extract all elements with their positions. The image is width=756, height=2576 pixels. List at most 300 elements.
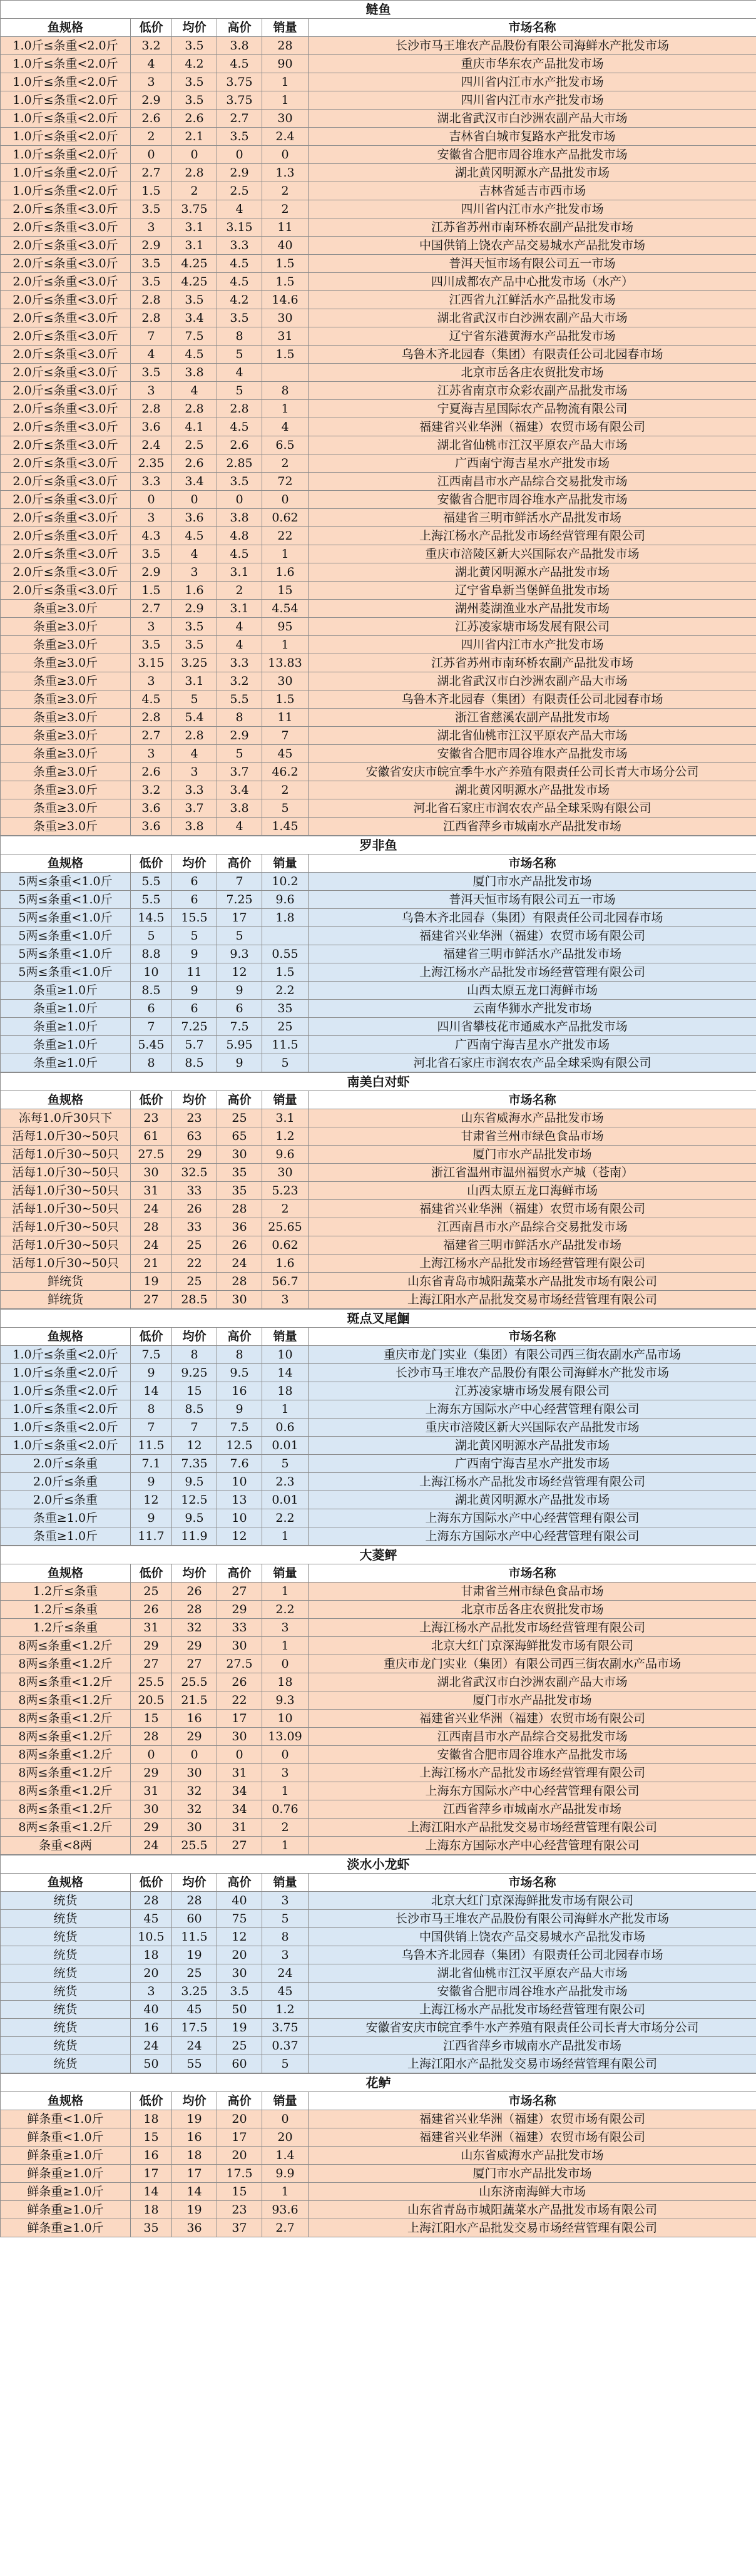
avg-price-cell: 55 <box>172 2055 217 2073</box>
avg-price-cell: 4.25 <box>172 273 217 291</box>
avg-price-cell: 9 <box>172 982 217 1000</box>
avg-price-cell: 3.75 <box>172 200 217 218</box>
table-row <box>1 1364 756 1382</box>
spec-cell: 条重≥3.0斤 <box>1 690 131 709</box>
market-name-cell: 上海东方国际水产中心经营管理有限公司 <box>309 1527 756 1546</box>
volume-cell: 14.6 <box>262 291 309 309</box>
volume-cell: 1.5 <box>262 346 309 364</box>
volume-cell: 5 <box>262 1455 309 1473</box>
volume-cell: 9.6 <box>262 1146 309 1164</box>
table-row <box>1 1382 756 1400</box>
high-price-cell: 0 <box>217 146 262 164</box>
market-name-cell: 上海东方国际水产中心经营管理有限公司 <box>309 1782 756 1800</box>
low-price-cell: 31 <box>131 1182 172 1200</box>
spec-cell: 条重≥3.0斤 <box>1 600 131 618</box>
table-row <box>1 1182 756 1200</box>
high-price-cell: 2.5 <box>217 182 262 200</box>
table-row <box>1 1728 756 1746</box>
high-price-cell: 60 <box>217 2055 262 2073</box>
avg-price-cell: 0 <box>172 146 217 164</box>
table-row <box>1 1655 756 1673</box>
avg-price-cell: 3.5 <box>172 618 217 636</box>
table-row <box>1 1964 756 1983</box>
column-header-low-price: 低价 <box>131 854 172 873</box>
high-price-cell: 65 <box>217 1127 262 1146</box>
market-name-cell: 江苏凌家塘市场发展有限公司 <box>309 618 756 636</box>
spec-cell: 1.0斤≤条重<2.0斤 <box>1 1437 131 1455</box>
low-price-cell: 3 <box>131 73 172 91</box>
high-price-cell: 7.5 <box>217 1018 262 1036</box>
volume-cell: 1.5 <box>262 255 309 273</box>
volume-cell: 45 <box>262 1983 309 2001</box>
volume-cell: 1.2 <box>262 1127 309 1146</box>
section-title-row <box>1 836 756 854</box>
high-price-cell: 27.5 <box>217 1655 262 1673</box>
market-name-cell: 上海江杨水产品批发市场经营管理有限公司 <box>309 2001 756 2019</box>
high-price-cell: 17.5 <box>217 2165 262 2183</box>
volume-cell: 0.62 <box>262 509 309 527</box>
market-name-cell: 山西太原五龙口海鲜市场 <box>309 982 756 1000</box>
low-price-cell: 15 <box>131 2128 172 2147</box>
low-price-cell: 2.7 <box>131 727 172 745</box>
market-name-cell: 山东济南海鲜大市场 <box>309 2183 756 2201</box>
low-price-cell: 6 <box>131 1000 172 1018</box>
spec-cell: 活每1.0斤30~50只 <box>1 1127 131 1146</box>
low-price-cell: 40 <box>131 2001 172 2019</box>
column-header-low-price: 低价 <box>131 1874 172 1892</box>
avg-price-cell: 3.8 <box>172 818 217 836</box>
column-header-row <box>1 19 756 37</box>
spec-cell: 2.0斤≤条重<3.0斤 <box>1 527 131 545</box>
section-table <box>0 1546 756 1855</box>
avg-price-cell: 36 <box>172 2219 217 2237</box>
table-row <box>1 382 756 400</box>
volume-cell: 11.5 <box>262 1036 309 1054</box>
volume-cell: 1 <box>262 1400 309 1419</box>
low-price-cell: 19 <box>131 1273 172 1291</box>
volume-cell: 9.3 <box>262 1691 309 1710</box>
avg-price-cell: 21.5 <box>172 1691 217 1710</box>
high-price-cell: 3.5 <box>217 309 262 327</box>
market-name-cell: 上海江杨水产品批发市场经营管理有限公司 <box>309 963 756 982</box>
volume-cell: 1 <box>262 1837 309 1855</box>
column-header-market-name: 市场名称 <box>309 854 756 873</box>
avg-price-cell: 3.5 <box>172 291 217 309</box>
table-row <box>1 273 756 291</box>
avg-price-cell: 28.5 <box>172 1291 217 1309</box>
market-name-cell: 安徽省合肥市周谷堆水产品批发市场 <box>309 1746 756 1764</box>
market-name-cell: 云南华狮水产批发市场 <box>309 1000 756 1018</box>
volume-cell: 1 <box>262 2183 309 2201</box>
spec-cell: 统货 <box>1 2055 131 2073</box>
volume-cell: 10 <box>262 1346 309 1364</box>
spec-cell: 2.0斤≤条重<3.0斤 <box>1 364 131 382</box>
section-title-row <box>1 1546 756 1564</box>
avg-price-cell: 11 <box>172 963 217 982</box>
market-name-cell: 安徽省安庆市皖宜季牛水产养殖有限责任公司长青大市场分公司 <box>309 2019 756 2037</box>
market-name-cell: 四川省内江市水产批发市场 <box>309 636 756 654</box>
avg-price-cell: 28 <box>172 1601 217 1619</box>
column-header-market-name: 市场名称 <box>309 19 756 37</box>
section-table <box>0 1855 756 2073</box>
high-price-cell: 9 <box>217 1054 262 1072</box>
market-name-cell: 江苏省苏州市南环桥农副产品批发市场 <box>309 654 756 672</box>
low-price-cell: 7 <box>131 327 172 346</box>
spec-cell: 5两≤条重<1.0斤 <box>1 909 131 927</box>
avg-price-cell: 4.25 <box>172 255 217 273</box>
avg-price-cell: 30 <box>172 1819 217 1837</box>
high-price-cell: 2.6 <box>217 436 262 454</box>
market-name-cell: 乌鲁木齐北园春（集团）有限责任公司北园春市场 <box>309 346 756 364</box>
low-price-cell: 3.6 <box>131 818 172 836</box>
high-price-cell: 4.8 <box>217 527 262 545</box>
high-price-cell: 12 <box>217 1928 262 1946</box>
high-price-cell: 28 <box>217 1200 262 1218</box>
high-price-cell: 19 <box>217 2019 262 2037</box>
spec-cell: 1.0斤≤条重<2.0斤 <box>1 55 131 73</box>
low-price-cell: 5.45 <box>131 1036 172 1054</box>
low-price-cell: 16 <box>131 2019 172 2037</box>
market-name-cell: 湖北省仙桃市江汉平原农产品大市场 <box>309 1964 756 1983</box>
spec-cell: 1.0斤≤条重<2.0斤 <box>1 1419 131 1437</box>
market-name-cell: 重庆市龙门实业（集团）有限公司西三街农副水产品市场 <box>309 1346 756 1364</box>
avg-price-cell: 32 <box>172 1800 217 1819</box>
table-row <box>1 1437 756 1455</box>
avg-price-cell: 2.8 <box>172 164 217 182</box>
table-row <box>1 182 756 200</box>
spec-cell: 5两≤条重<1.0斤 <box>1 873 131 891</box>
table-row <box>1 945 756 963</box>
high-price-cell: 4.2 <box>217 291 262 309</box>
market-name-cell: 湖北黄冈明源水产品批发市场 <box>309 1491 756 1509</box>
table-row <box>1 237 756 255</box>
low-price-cell: 24 <box>131 1837 172 1855</box>
table-row <box>1 509 756 527</box>
volume-cell: 8 <box>262 1928 309 1946</box>
market-name-cell: 上海江阳水产品批发交易市场经营管理有限公司 <box>309 2055 756 2073</box>
market-name-cell: 乌鲁木齐北园春（集团）有限责任公司北园春市场 <box>309 690 756 709</box>
market-name-cell: 北京大红门京深海鲜批发市场有限公司 <box>309 1637 756 1655</box>
market-name-cell: 上海江杨水产品批发市场经营管理有限公司 <box>309 1619 756 1637</box>
market-name-cell: 福建省兴业华洲（福建）农贸市场有限公司 <box>309 1710 756 1728</box>
table-row <box>1 1637 756 1655</box>
market-name-cell: 湖北省武汉市白沙洲农副产品大市场 <box>309 1673 756 1691</box>
low-price-cell: 17 <box>131 2165 172 2183</box>
volume-cell: 90 <box>262 55 309 73</box>
table-row <box>1 1764 756 1782</box>
volume-cell: 28 <box>262 37 309 55</box>
high-price-cell: 4.5 <box>217 418 262 436</box>
avg-price-cell: 18 <box>172 2147 217 2165</box>
low-price-cell: 3.6 <box>131 418 172 436</box>
spec-cell: 5两≤条重<1.0斤 <box>1 927 131 945</box>
table-row <box>1 364 756 382</box>
spec-cell: 8两≤条重<1.2斤 <box>1 1637 131 1655</box>
table-row <box>1 1291 756 1309</box>
spec-cell: 统货 <box>1 2037 131 2055</box>
spec-cell: 统货 <box>1 1892 131 1910</box>
low-price-cell: 1.5 <box>131 182 172 200</box>
spec-cell: 条重≥3.0斤 <box>1 709 131 727</box>
high-price-cell: 34 <box>217 1800 262 1819</box>
market-name-cell: 湖北黄冈明源水产品批发市场 <box>309 164 756 182</box>
market-name-cell: 山东省威海水产品批发市场 <box>309 2147 756 2165</box>
market-name-cell: 河北省石家庄市润农农产品全球采购有限公司 <box>309 1054 756 1072</box>
spec-cell: 1.0斤≤条重<2.0斤 <box>1 1400 131 1419</box>
avg-price-cell: 9 <box>172 945 217 963</box>
high-price-cell: 26 <box>217 1673 262 1691</box>
market-name-cell: 重庆市涪陵区新大兴国际农产品批发市场 <box>309 1419 756 1437</box>
market-name-cell: 江苏凌家塘市场发展有限公司 <box>309 1382 756 1400</box>
volume-cell: 1.5 <box>262 273 309 291</box>
volume-cell: 1 <box>262 1583 309 1601</box>
low-price-cell: 24 <box>131 1200 172 1218</box>
volume-cell: 40 <box>262 237 309 255</box>
high-price-cell: 3.3 <box>217 654 262 672</box>
spec-cell: 1.2斤≤条重 <box>1 1619 131 1637</box>
section-title-row <box>1 1855 756 1874</box>
table-row <box>1 1491 756 1509</box>
volume-cell: 4.54 <box>262 600 309 618</box>
avg-price-cell: 23 <box>172 1109 217 1127</box>
spec-cell: 2.0斤≤条重<3.0斤 <box>1 327 131 346</box>
spec-cell: 8两≤条重<1.2斤 <box>1 1764 131 1782</box>
spec-cell: 2.0斤≤条重<3.0斤 <box>1 346 131 364</box>
avg-price-cell: 4.5 <box>172 527 217 545</box>
avg-price-cell: 25 <box>172 1964 217 1983</box>
low-price-cell: 3 <box>131 672 172 690</box>
avg-price-cell: 28 <box>172 1892 217 1910</box>
column-header-avg-price: 均价 <box>172 1564 217 1583</box>
spec-cell: 条重≥3.0斤 <box>1 636 131 654</box>
column-header-high-price: 高价 <box>217 854 262 873</box>
market-name-cell: 江西南昌市水产品综合交易批发市场 <box>309 473 756 491</box>
low-price-cell: 7 <box>131 1018 172 1036</box>
table-row <box>1 327 756 346</box>
volume-cell: 1 <box>262 545 309 563</box>
market-name-cell: 四川省攀枝花市通威水产品批发市场 <box>309 1018 756 1036</box>
table-row <box>1 2019 756 2037</box>
low-price-cell: 2.6 <box>131 110 172 128</box>
low-price-cell: 3 <box>131 745 172 763</box>
low-price-cell: 30 <box>131 1164 172 1182</box>
spec-cell: 鲜统货 <box>1 1273 131 1291</box>
high-price-cell: 17 <box>217 2128 262 2147</box>
high-price-cell: 31 <box>217 1764 262 1782</box>
high-price-cell: 0 <box>217 1746 262 1764</box>
volume-cell: 0.01 <box>262 1437 309 1455</box>
high-price-cell: 4 <box>217 818 262 836</box>
low-price-cell: 9 <box>131 1509 172 1527</box>
volume-cell: 1 <box>262 636 309 654</box>
table-row <box>1 1746 756 1764</box>
high-price-cell: 40 <box>217 1892 262 1910</box>
column-header-market-name: 市场名称 <box>309 1328 756 1346</box>
table-row <box>1 1691 756 1710</box>
spec-cell: 2.0斤≤条重<3.0斤 <box>1 418 131 436</box>
low-price-cell: 3.6 <box>131 799 172 818</box>
column-header-row <box>1 2092 756 2110</box>
high-price-cell: 27 <box>217 1837 262 1855</box>
avg-price-cell: 9.5 <box>172 1509 217 1527</box>
high-price-cell: 6 <box>217 1000 262 1018</box>
spec-cell: 鲜条重<1.0斤 <box>1 2110 131 2128</box>
high-price-cell: 3.1 <box>217 563 262 582</box>
volume-cell: 2.2 <box>262 1509 309 1527</box>
high-price-cell: 9.3 <box>217 945 262 963</box>
market-name-cell: 上海江杨水产品批发市场经营管理有限公司 <box>309 1764 756 1782</box>
section-table <box>0 1072 756 1309</box>
volume-cell: 3 <box>262 1291 309 1309</box>
spec-cell: 条重≥3.0斤 <box>1 799 131 818</box>
high-price-cell: 3.8 <box>217 37 262 55</box>
market-name-cell: 上海江阳水产品批发交易市场经营管理有限公司 <box>309 2219 756 2237</box>
avg-price-cell: 3 <box>172 763 217 781</box>
high-price-cell: 10 <box>217 1473 262 1491</box>
table-row <box>1 2165 756 2183</box>
spec-cell: 1.0斤≤条重<2.0斤 <box>1 1364 131 1382</box>
high-price-cell: 16 <box>217 1382 262 1400</box>
low-price-cell: 2.8 <box>131 291 172 309</box>
section-title: 南美白对虾 <box>1 1073 756 1091</box>
volume-cell: 1.2 <box>262 2001 309 2019</box>
spec-cell: 8两≤条重<1.2斤 <box>1 1746 131 1764</box>
low-price-cell: 24 <box>131 1236 172 1255</box>
low-price-cell: 3 <box>131 618 172 636</box>
table-row <box>1 873 756 891</box>
volume-cell: 2 <box>262 182 309 200</box>
column-header-spec: 鱼规格 <box>1 1874 131 1892</box>
spec-cell: 鲜条重≥1.0斤 <box>1 2201 131 2219</box>
column-header-spec: 鱼规格 <box>1 1564 131 1583</box>
high-price-cell: 3.2 <box>217 672 262 690</box>
spec-cell: 1.0斤≤条重<2.0斤 <box>1 1346 131 1364</box>
high-price-cell: 8 <box>217 327 262 346</box>
low-price-cell: 23 <box>131 1109 172 1127</box>
volume-cell: 7 <box>262 727 309 745</box>
spec-cell: 2.0斤≤条重<3.0斤 <box>1 273 131 291</box>
market-name-cell: 四川省内江市水产批发市场 <box>309 200 756 218</box>
high-price-cell: 20 <box>217 1946 262 1964</box>
spec-cell: 条重≥3.0斤 <box>1 745 131 763</box>
avg-price-cell: 2.6 <box>172 110 217 128</box>
volume-cell <box>262 364 309 382</box>
spec-cell: 统货 <box>1 1928 131 1946</box>
volume-cell: 9.6 <box>262 891 309 909</box>
volume-cell: 24 <box>262 1964 309 1983</box>
table-row <box>1 600 756 618</box>
high-price-cell: 3.8 <box>217 509 262 527</box>
table-row <box>1 436 756 454</box>
volume-cell: 5 <box>262 1054 309 1072</box>
volume-cell: 18 <box>262 1382 309 1400</box>
low-price-cell: 8 <box>131 1400 172 1419</box>
low-price-cell: 28 <box>131 1892 172 1910</box>
high-price-cell: 4 <box>217 618 262 636</box>
market-name-cell: 江苏省苏州市南环桥农副产品批发市场 <box>309 218 756 237</box>
low-price-cell: 2.7 <box>131 164 172 182</box>
low-price-cell: 25.5 <box>131 1673 172 1691</box>
column-header-low-price: 低价 <box>131 2092 172 2110</box>
table-row <box>1 1236 756 1255</box>
high-price-cell: 7.25 <box>217 891 262 909</box>
high-price-cell: 15 <box>217 2183 262 2201</box>
market-name-cell: 安徽省合肥市周谷堆水产品批发市场 <box>309 745 756 763</box>
market-name-cell: 福建省兴业华洲（福建）农贸市场有限公司 <box>309 418 756 436</box>
volume-cell: 0 <box>262 2110 309 2128</box>
avg-price-cell: 9.25 <box>172 1364 217 1382</box>
volume-cell: 2.7 <box>262 2219 309 2237</box>
market-name-cell: 重庆市涪陵区新大兴国际农产品批发市场 <box>309 545 756 563</box>
low-price-cell: 2.8 <box>131 709 172 727</box>
column-header-avg-price: 均价 <box>172 2092 217 2110</box>
low-price-cell: 4 <box>131 346 172 364</box>
avg-price-cell: 1.6 <box>172 582 217 600</box>
high-price-cell: 37 <box>217 2219 262 2237</box>
low-price-cell: 15 <box>131 1710 172 1728</box>
spec-cell: 冻每1.0斤30只下 <box>1 1109 131 1127</box>
avg-price-cell: 2.9 <box>172 600 217 618</box>
spec-cell: 1.0斤≤条重<2.0斤 <box>1 73 131 91</box>
table-row <box>1 709 756 727</box>
spec-cell: 条重≥1.0斤 <box>1 982 131 1000</box>
avg-price-cell: 3.25 <box>172 654 217 672</box>
volume-cell: 1 <box>262 1782 309 1800</box>
market-name-cell: 湖北省武汉市白沙洲农副产品大市场 <box>309 110 756 128</box>
market-name-cell: 上海东方国际水产中心经营管理有限公司 <box>309 1837 756 1855</box>
market-name-cell: 长沙市马王堆农产品股份有限公司海鲜水产批发市场 <box>309 1364 756 1382</box>
avg-price-cell: 4 <box>172 545 217 563</box>
low-price-cell: 0 <box>131 146 172 164</box>
table-row <box>1 799 756 818</box>
volume-cell: 3 <box>262 1764 309 1782</box>
avg-price-cell: 15 <box>172 1382 217 1400</box>
spec-cell: 2.0斤≤条重<3.0斤 <box>1 309 131 327</box>
section-title-row <box>1 1310 756 1328</box>
spec-cell: 2.0斤≤条重 <box>1 1455 131 1473</box>
section-title: 大菱鲆 <box>1 1546 756 1564</box>
avg-price-cell: 12 <box>172 1437 217 1455</box>
low-price-cell: 14 <box>131 2183 172 2201</box>
volume-cell: 2 <box>262 1819 309 1837</box>
low-price-cell: 31 <box>131 1619 172 1637</box>
avg-price-cell: 12.5 <box>172 1491 217 1509</box>
column-header-volume: 销量 <box>262 1564 309 1583</box>
avg-price-cell: 17.5 <box>172 2019 217 2037</box>
low-price-cell: 14.5 <box>131 909 172 927</box>
table-row <box>1 545 756 563</box>
low-price-cell: 2.9 <box>131 91 172 110</box>
high-price-cell: 3.5 <box>217 473 262 491</box>
spec-cell: 8两≤条重<1.2斤 <box>1 1782 131 1800</box>
volume-cell: 5 <box>262 799 309 818</box>
volume-cell: 13.09 <box>262 1728 309 1746</box>
avg-price-cell: 2.8 <box>172 400 217 418</box>
high-price-cell: 3.3 <box>217 237 262 255</box>
column-header-high-price: 高价 <box>217 2092 262 2110</box>
high-price-cell: 7 <box>217 873 262 891</box>
avg-price-cell: 32 <box>172 1619 217 1637</box>
column-header-market-name: 市场名称 <box>309 1564 756 1583</box>
market-name-cell: 广西南宁海吉星水产批发市场 <box>309 454 756 473</box>
column-header-spec: 鱼规格 <box>1 854 131 873</box>
table-row <box>1 1164 756 1182</box>
table-row <box>1 636 756 654</box>
market-name-cell: 江西南昌市水产品综合交易批发市场 <box>309 1728 756 1746</box>
table-row <box>1 110 756 128</box>
table-row <box>1 1710 756 1728</box>
spec-cell: 8两≤条重<1.2斤 <box>1 1819 131 1837</box>
